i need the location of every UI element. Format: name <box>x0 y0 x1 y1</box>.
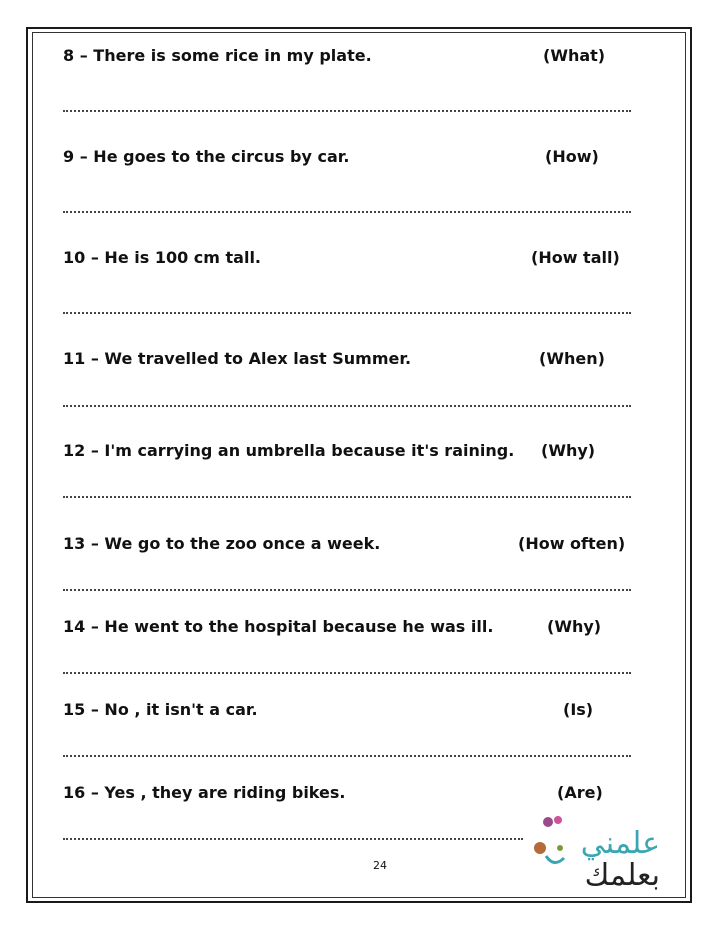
question-number: 11 <box>63 349 86 368</box>
question-dash: – <box>90 617 99 636</box>
question-text: He went to the hospital because he was ill. <box>104 617 494 636</box>
question-hint: (How) <box>545 147 599 166</box>
question-9 <box>63 145 633 205</box>
question-number: 13 <box>63 534 86 553</box>
answer-line[interactable] <box>63 589 631 591</box>
question-number: 16 <box>63 783 86 802</box>
question-dash: – <box>90 349 99 368</box>
question-hint: (How often) <box>518 534 626 553</box>
question-12 <box>63 439 633 499</box>
question-14 <box>63 615 633 675</box>
answer-line[interactable] <box>63 211 631 213</box>
question-hint: (What) <box>543 46 606 65</box>
logo-text-line2: بعلمك <box>584 858 660 893</box>
answer-line[interactable] <box>63 496 631 498</box>
question-text: Yes , they are riding bikes. <box>104 783 346 802</box>
answer-line[interactable] <box>63 838 523 840</box>
question-text: He goes to the circus by car. <box>93 147 350 166</box>
question-hint: (Why) <box>541 441 596 460</box>
question-dash: – <box>79 46 88 65</box>
answer-line[interactable] <box>63 110 631 112</box>
question-text: I'm carrying an umbrella because it's raining. <box>104 441 515 460</box>
question-8 <box>63 44 633 104</box>
question-hint: (Why) <box>547 617 602 636</box>
question-number: 10 <box>63 248 86 267</box>
question-10 <box>63 246 633 306</box>
question-number: 14 <box>63 617 86 636</box>
answer-line[interactable] <box>63 672 631 674</box>
question-text: No , it isn't a car. <box>104 700 258 719</box>
question-dash: – <box>90 783 99 802</box>
question-15 <box>63 698 633 758</box>
page-number: 24 <box>373 859 387 872</box>
brand-logo <box>520 808 670 898</box>
question-number: 9 <box>63 147 75 166</box>
question-hint: (When) <box>539 349 605 368</box>
answer-line[interactable] <box>63 312 631 314</box>
question-hint: (Are) <box>557 783 603 802</box>
question-text: He is 100 cm tall. <box>104 248 261 267</box>
logo-graphic-icon <box>520 808 580 868</box>
question-text: We travelled to Alex last Summer. <box>104 349 412 368</box>
question-11 <box>63 347 633 407</box>
question-number: 8 <box>63 46 75 65</box>
logo-text-line1: علمني <box>580 826 660 861</box>
question-dash: – <box>90 534 99 553</box>
answer-line[interactable] <box>63 405 631 407</box>
question-line <box>63 781 633 805</box>
question-line <box>63 698 633 722</box>
question-text: We go to the zoo once a week. <box>104 534 381 553</box>
question-text: There is some rice in my plate. <box>93 46 372 65</box>
question-hint: (How tall) <box>531 248 620 267</box>
question-hint: (Is) <box>563 700 594 719</box>
question-number: 12 <box>63 441 86 460</box>
question-dash: – <box>79 147 88 166</box>
question-number: 15 <box>63 700 86 719</box>
question-dash: – <box>90 248 99 267</box>
question-13 <box>63 532 633 592</box>
question-dash: – <box>90 441 99 460</box>
question-dash: – <box>90 700 99 719</box>
answer-line[interactable] <box>63 755 631 757</box>
